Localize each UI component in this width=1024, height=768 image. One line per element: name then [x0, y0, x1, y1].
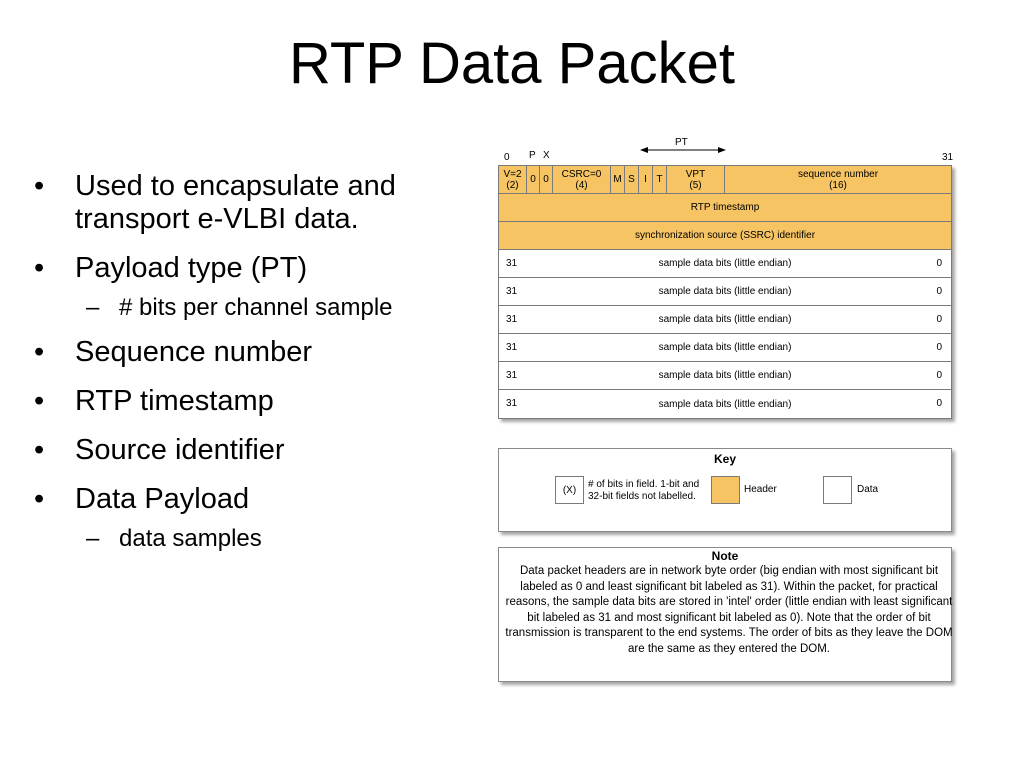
data-row: 31 sample data bits (little endian) 0: [498, 361, 952, 390]
field-sequence-number: sequence number (16): [724, 165, 952, 194]
field-ssrc-identifier: synchronization source (SSRC) identifier: [498, 221, 952, 250]
key-sample-field: (X): [555, 476, 584, 504]
bit-label-0: 0: [504, 152, 510, 163]
bit-label-p: P: [529, 150, 536, 161]
note-text: Data packet headers are in network byte order (big endian with most significant bit labeled as 0 and least significant bit labeled as 31). Within the packet, for practical reasons, the sample data bits are stored in 'intel' order (little endian with least significant bit labeled as 31 and most significant bit labeled as 0). Note that the order of bit transmission is transparent to the end systems. The order of bits as they leave the DOM are the same as they entered the DOM.: [505, 565, 953, 655]
note-title: Note: [711, 549, 739, 563]
sub-bullet-item: – data samples: [34, 525, 474, 553]
bullet-item: • Data Payload: [34, 483, 474, 516]
key-data-label: Data: [857, 484, 879, 495]
field-vpt: VPT (5): [666, 165, 725, 194]
pt-span-arrow: [640, 145, 726, 155]
key-title: Key: [713, 452, 736, 466]
key-data-swatch: [823, 476, 852, 504]
field-i: I: [638, 165, 653, 194]
data-row: 31 sample data bits (little endian) 0: [498, 305, 952, 334]
bullet-item: • RTP timestamp: [34, 385, 474, 418]
sub-bullet-item: – # bits per channel sample: [34, 294, 474, 322]
pt-label: PT: [675, 137, 688, 148]
field-csrc-count: CSRC=0 (4): [552, 165, 611, 194]
data-row: 31 sample data bits (little endian) 0: [498, 389, 952, 419]
key-description: # of bits in field. 1-bit and 32-bit fields not labelled.: [588, 479, 700, 502]
note-box: [498, 547, 952, 682]
field-padding: 0: [526, 165, 540, 194]
data-row: 31 sample data bits (little endian) 0: [498, 333, 952, 362]
field-extension: 0: [539, 165, 553, 194]
field-version: V=2 (2): [498, 165, 527, 194]
field-rtp-timestamp: RTP timestamp: [498, 193, 952, 222]
bullet-list: [34, 170, 474, 567]
data-row: 31 sample data bits (little endian) 0: [498, 249, 952, 278]
field-marker: M: [610, 165, 625, 194]
bullet-item: • Used to encapsulate and transport e-VLBI data.: [34, 170, 474, 236]
bullet-item: • Sequence number: [34, 336, 474, 369]
packet-diagram: [492, 134, 962, 694]
key-header-swatch: [711, 476, 740, 504]
slide-title: RTP Data Packet: [289, 31, 735, 96]
data-row: 31 sample data bits (little endian) 0: [498, 277, 952, 306]
bullet-item: • Source identifier: [34, 434, 474, 467]
field-s: S: [624, 165, 639, 194]
field-t: T: [652, 165, 667, 194]
bullet-item: • Payload type (PT): [34, 252, 474, 285]
bit-label-x: X: [543, 150, 550, 161]
bit-label-31: 31: [942, 152, 954, 163]
key-box: [498, 448, 952, 532]
key-header-label: Header: [744, 484, 777, 495]
